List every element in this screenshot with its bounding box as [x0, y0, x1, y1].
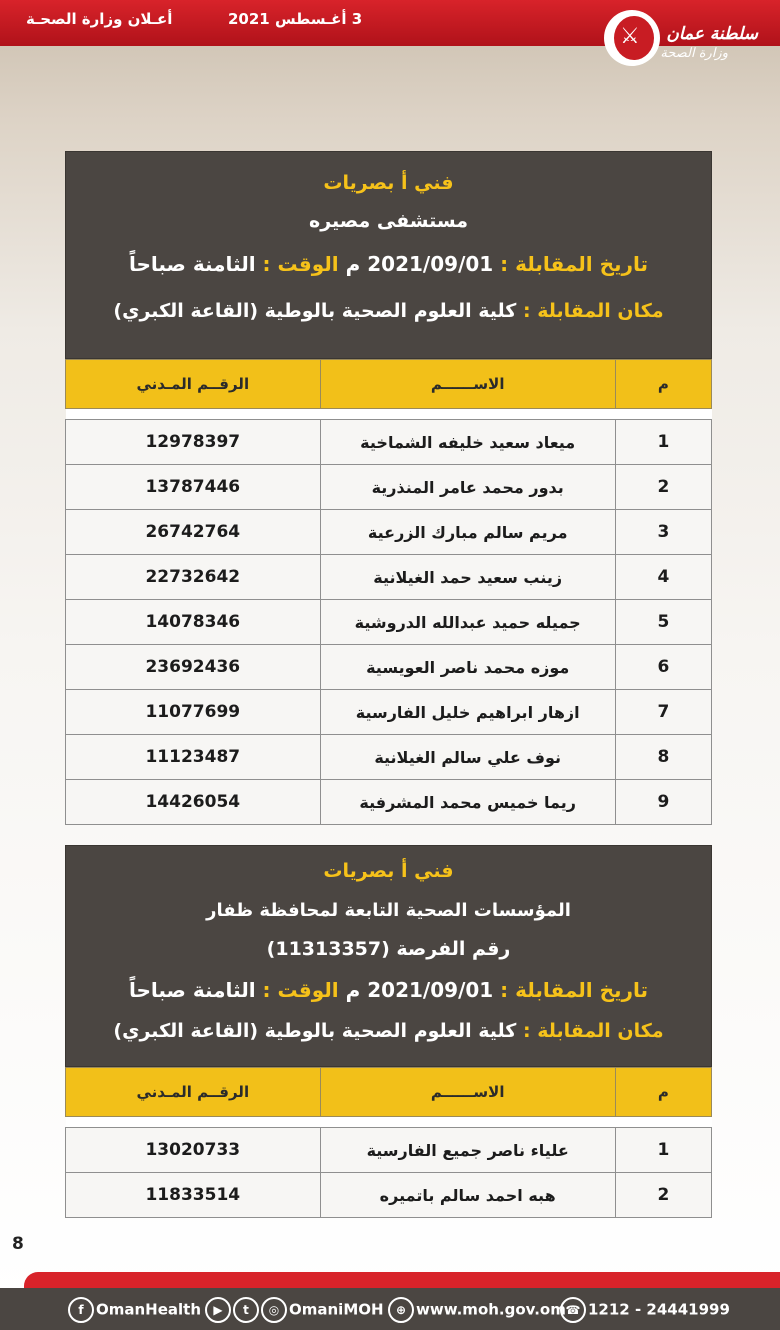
opportunity-number: رقم الفرصة (11313357) [266, 938, 511, 960]
youtube-icon: ▶ [205, 1297, 231, 1323]
table-row: 8 نوف علي سالم الغيلانية 11123487 [66, 735, 712, 780]
table-row: 5 جميله حميد عبدالله الدروشية 14078346 [66, 600, 712, 645]
facebook-icon: f [68, 1297, 94, 1323]
column-civil-id: الرقــم المـدني [66, 360, 321, 409]
page-header [0, 0, 780, 90]
phone-icon: ☎ [560, 1297, 586, 1323]
header-date: 3 أغـسطس 2021 [228, 10, 363, 28]
job-title: فني أ بصريات [323, 860, 454, 882]
facebook-link[interactable]: f OmanHealth [68, 1297, 201, 1323]
candidates-table-1 [65, 359, 712, 825]
table-row: 4 زينب سعيد حمد الغيلانية 22732642 [66, 555, 712, 600]
column-name: الاســــــم [320, 360, 615, 409]
footer-accent-bar [24, 1272, 780, 1288]
job-title: فني أ بصريات [323, 172, 454, 194]
candidates-table-2 [65, 1067, 712, 1218]
column-number: م [615, 1068, 711, 1117]
page-number: 8 [12, 1234, 24, 1254]
interview-place-line: مكان المقابلة : كلية العلوم الصحية بالوطية (القاعة الكبري) [113, 300, 664, 322]
column-number: م [615, 360, 711, 409]
table-row: 2 هبه احمد سالم باتميره 11833514 [66, 1173, 712, 1218]
table-row: 6 موزه محمد ناصر العويسية 23692436 [66, 645, 712, 690]
website-link[interactable]: ⊕ www.moh.gov.om [388, 1297, 566, 1323]
phone-link[interactable]: ☎ 1212 - 24441999 [560, 1297, 730, 1323]
table-row: 2 بدور محمد عامر المنذرية 13787446 [66, 465, 712, 510]
section-1 [65, 151, 712, 825]
social-links[interactable]: ▶ t ◎ OmaniMOH [205, 1297, 384, 1323]
column-civil-id: الرقــم المـدني [66, 1068, 321, 1117]
hospital-name: مستشفى مصيره [309, 210, 468, 232]
column-name: الاســــــم [320, 1068, 615, 1117]
table-row: 7 ازهار ابراهيم خليل الفارسية 11077699 [66, 690, 712, 735]
interview-place-line: مكان المقابلة : كلية العلوم الصحية بالوطية (القاعة الكبري) [113, 1020, 664, 1042]
announcement-title: أعـلان وزارة الصحـة [26, 10, 173, 28]
table-header-row [66, 360, 712, 409]
interview-date-line: تاريخ المقابلة : 2021/09/01 م الوقت : الثامنة صباحاً [128, 978, 649, 1002]
section-2 [65, 845, 712, 1218]
logo-line2: وزارة الصحة [660, 46, 728, 61]
table-row: 1 علياء ناصر جميع الفارسية 13020733 [66, 1128, 712, 1173]
logo-line1: سلطنة عمان [666, 24, 758, 44]
instagram-icon: ◎ [261, 1297, 287, 1323]
table-row: 3 مريم سالم مبارك الزرعية 26742764 [66, 510, 712, 555]
interview-date-line: تاريخ المقابلة : 2021/09/01 م الوقت : الثامنة صباحاً [128, 252, 649, 276]
table-row: 1 ميعاد سعيد خليفه الشماخية 12978397 [66, 420, 712, 465]
crescent-emblem-icon: ⚔ [604, 10, 660, 66]
ministry-logo [613, 8, 768, 74]
organization-name: المؤسسات الصحية التابعة لمحافظة ظفار [206, 900, 571, 921]
globe-icon: ⊕ [388, 1297, 414, 1323]
table-header-row [66, 1068, 712, 1117]
section-2-header [65, 845, 712, 1067]
twitter-icon: t [233, 1297, 259, 1323]
section-1-header [65, 151, 712, 359]
table-row: 9 ريما خميس محمد المشرفية 14426054 [66, 780, 712, 825]
